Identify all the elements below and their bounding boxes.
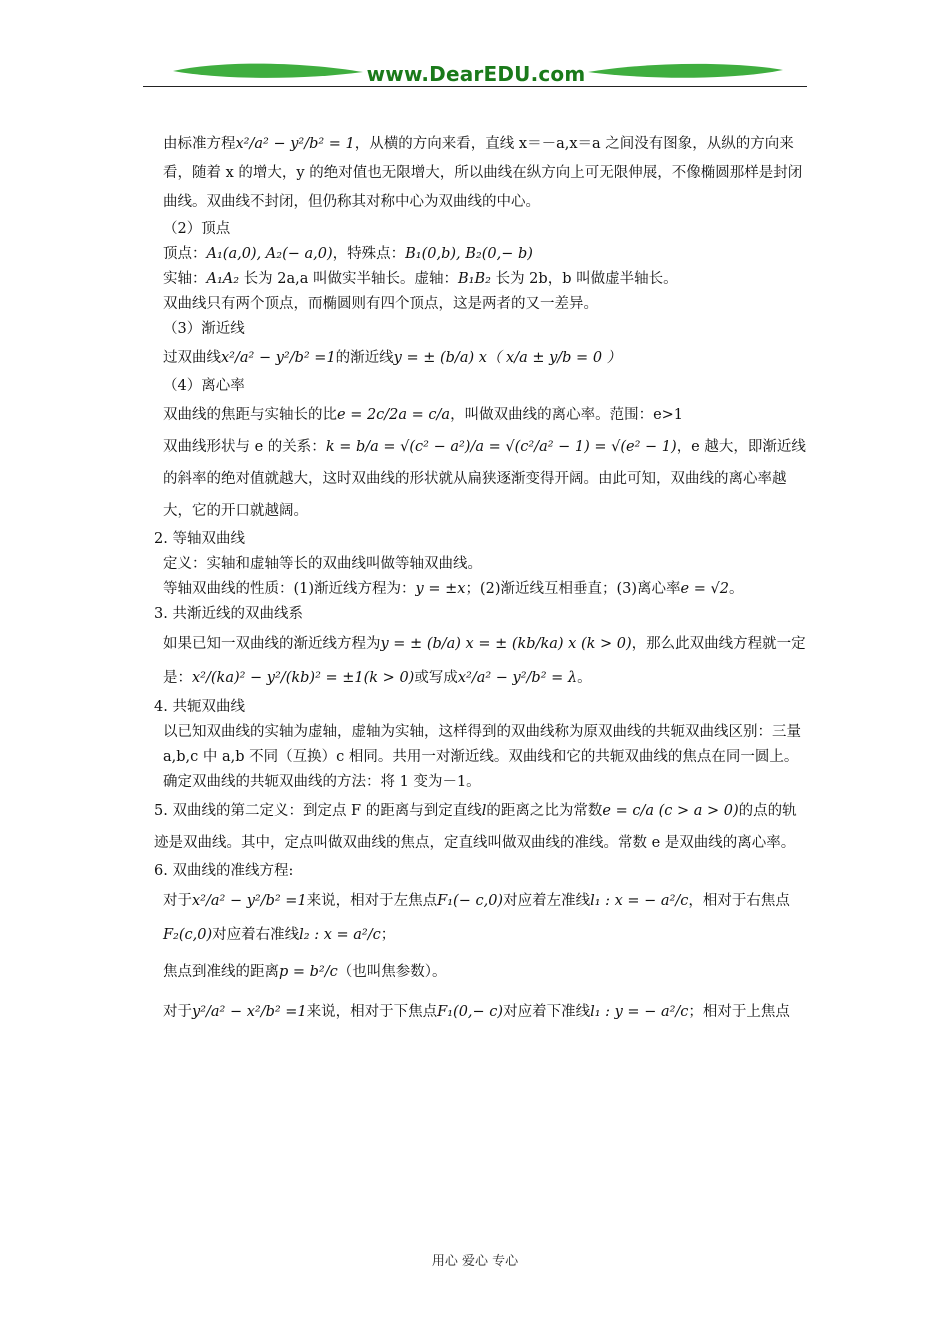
text: 对于 [163,1004,192,1020]
paragraph-shape [143,431,807,527]
text: ，特殊点： [332,246,406,262]
text: 来说，相对于下焦点 [306,1004,438,1020]
text: 的距离之比为常数 [486,803,603,819]
equation-real-axis: A₁A₂ [206,271,240,287]
equation-family: x²/(ka)² − y²/(kb)² = ±1(k > 0) [192,670,415,686]
paragraph-directrix-vertical [143,992,807,1032]
equation-lower-focus: F₁(0,− c) [437,1004,504,1020]
equation-second-definition: e = c/a (c > a > 0) [602,803,739,819]
text: 来说，相对于左焦点 [306,893,438,909]
equation-asymptote: y = ± (b/a) x [393,350,487,366]
equation-vertices: A₁(a,0), A₂(− a,0) [206,246,333,262]
paragraph-conjugate: 以已知双曲线的实轴为虚轴，虚轴为实轴，这样得到的双曲线称为原双曲线的共轭双曲线区别：三量 a,b,c 中 a,b 不同（互换）c 相同。共用一对渐近线。双曲线和它的共轭双曲线的焦点在同一圆上。确定双曲线的共轭双曲线的方法：将 1 变为－1。 [163,724,801,790]
equation-focal-parameter: p = b²/c [279,964,338,980]
paragraph-second-definition [143,795,807,859]
paragraph-vertex-note: 双曲线只有两个顶点，而椭圆则有四个顶点，这是两者的又一差异。 [163,296,598,312]
text: 实轴： [163,271,207,287]
text: ；(2)渐近线互相垂直；(3)离心率 [465,581,681,597]
paragraph-equiaxial-def: 定义：实轴和虚轴等长的双曲线叫做等轴双曲线。 [163,556,482,572]
text: 5. 双曲线的第二定义：到定点 F 的距离与到定直线 [154,803,482,819]
text: ； [380,927,396,943]
text: 或写成 [414,670,458,686]
text: ，叫做双曲线的离心率。范围：e>1 [450,407,684,423]
page-footer: 用心 爱心 专心 [431,1254,519,1269]
text: ，那么此双曲线方程就一定是： [163,636,806,686]
paragraph-eccentricity [143,399,807,431]
text: ，从横的方向来看，直线 x＝－a,x＝a 之间没有图象，从纵的方向来看，随着 x 的增大，y 的绝对值也无限增大，所以曲线在纵方向上可无限伸展，不像椭圆那样是封闭曲线。双曲线不封闭，但仍称其对称中心为双曲线的中心。 [163,136,803,210]
text: 长为 2a,a 叫做实半轴长。虚轴： [239,271,459,287]
equation-slope: k = b/a = √(c² − a²)/a = √(c²/a² − 1) = √(e² − 1) [325,439,677,455]
equation-asymptote-equiaxial: y = ±x [415,581,466,597]
equation-lower-directrix: l₁ : y = − a²/c [590,1004,689,1020]
equation-left-focus: F₁(− c,0) [437,893,504,909]
equation-hyperbola: x²/a² − y²/b² =1 [221,350,336,366]
text: 的渐近线 [335,350,394,366]
header-divider [143,86,807,87]
heading-conjugate: 4. 共轭双曲线 [154,699,245,715]
equation-eccentricity: e = 2c/2a = c/a [337,407,451,423]
paragraph-axes [143,267,807,292]
text: 如果已知一双曲线的渐近线方程为 [163,636,381,652]
text: 由标准方程 [163,136,236,152]
paragraph-common-asymptote [143,627,807,695]
text: 过双曲线 [163,350,221,366]
text: （也叫焦参数）。 [337,964,447,980]
equation-imag-axis: B₁B₂ [458,271,491,287]
text: 。 [577,670,592,686]
text: 对应着右准线 [212,927,300,943]
text: 双曲线的焦距与实轴长的比 [163,407,337,423]
equation-special-points: B₁(0,b), B₂(0,− b) [405,246,533,262]
equation-hyperbola-y: y²/a² − x²/b² =1 [192,1004,307,1020]
text: ，相对于右焦点 [688,893,790,909]
equation-right-directrix: l₂ : x = a²/c [299,927,381,943]
equation-left-directrix: l₁ : x = − a²/c [590,893,689,909]
text: 等轴双曲线的性质：(1)渐近线方程为： [163,581,416,597]
paragraph-asymptote [143,342,807,374]
site-logo: www.DearEDU.com [366,62,586,86]
heading-asymptote: （3）渐近线 [163,321,245,337]
text: 对应着下准线 [503,1004,591,1020]
heading-equiaxial: 2. 等轴双曲线 [154,531,245,547]
text: 对应着左准线 [503,893,591,909]
document-body [143,130,807,1032]
equation-family-lambda: x²/a² − y²/b² = λ [457,670,578,686]
equation-eccentricity-equiaxial: e = √2 [680,581,729,597]
symbol-l: l [481,803,487,819]
page-header [143,58,807,90]
text: ；相对于上焦点 [688,1004,790,1020]
paragraph-directrix-horizontal [143,884,807,952]
paragraph-vertex [143,242,807,267]
equation-asymptote-alt: （ x/a ± y/b = 0 ） [486,350,622,366]
text: 长为 2b，b 叫做虚半轴长。 [490,271,678,287]
text: 。 [728,581,744,597]
paragraph-focal-parameter [143,952,807,992]
text: 的点的轨迹是双曲线。其中，定点叫做双曲线的焦点，定直线叫做双曲线的准线。常数 e 是双曲线的离心率。 [154,803,797,851]
heading-common-asymptote: 3. 共渐近线的双曲线系 [154,606,303,622]
heading-vertex: （2）顶点 [163,221,231,237]
paragraph-standard-equation [143,130,807,217]
paragraph-equiaxial-props [143,577,807,602]
text: ，e 越大，即渐近线的斜率的绝对值就越大，这时双曲线的形状就从扁狭逐渐变得开阔。由此可知，双曲线的离心率越大，它的开口就越阔。 [163,439,806,519]
text: 对于 [163,893,192,909]
text: 焦点到准线的距离 [163,964,279,980]
equation-standard: x²/a² − y²/b² = 1 [235,136,355,152]
equation-right-focus: F₂(c,0) [163,927,213,943]
heading-directrix: 6. 双曲线的准线方程: [154,863,294,879]
equation-common-asymptote: y = ± (b/a) x = ± (kb/ka) x (k > 0) [380,636,632,652]
text: 顶点： [163,246,207,262]
heading-eccentricity: （4）离心率 [163,378,245,394]
equation-hyperbola-x: x²/a² − y²/b² =1 [192,893,307,909]
text: 双曲线形状与 e 的关系： [163,439,326,455]
